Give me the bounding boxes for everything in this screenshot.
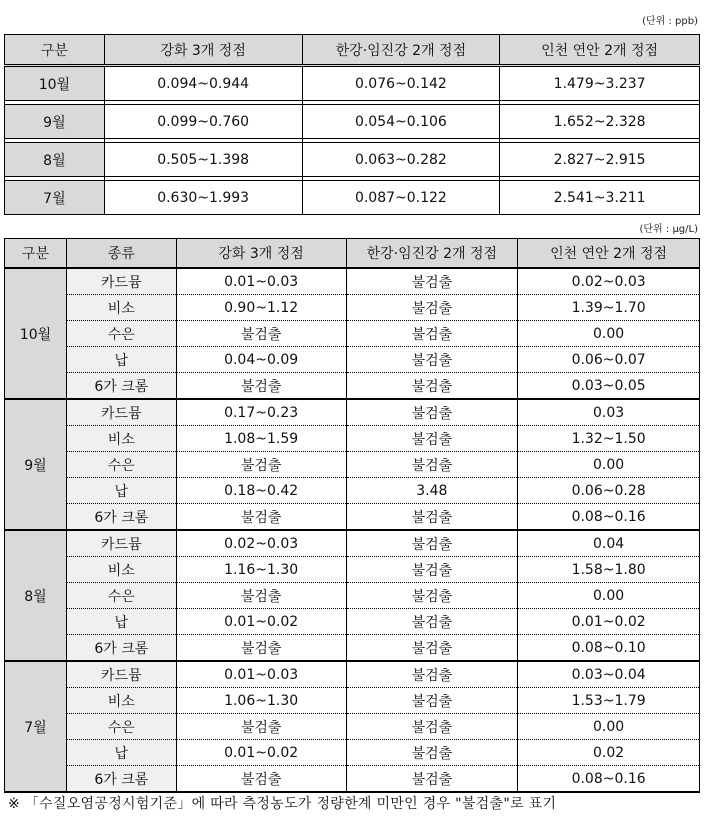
table2-value-cell: 불검출 [176,373,346,400]
table2-value-cell: 0.02~0.03 [518,268,700,295]
table2-row [5,635,700,662]
table1-row [5,105,700,139]
table1-value-cell: 0.505~1.398 [104,143,302,177]
table1-value-cell: 2.827~2.915 [500,143,700,177]
table1-header-incheon: 인천 연안 2개 정점 [500,35,700,66]
table2-kind-cell: 비소 [66,557,176,583]
table2-value-cell: 1.53~1.79 [518,688,700,714]
table2-value-cell: 3.48 [346,478,518,504]
table2-row [5,766,700,793]
table2-value-cell: 불검출 [346,452,518,478]
table1-header-ganghwa: 강화 3개 정점 [104,35,302,66]
table1-value-cell: 0.054~0.106 [302,105,500,139]
table2-header-row [5,239,700,269]
table1-header-hangang: 한강·임진강 2개 정점 [302,35,500,66]
table2-value-cell: 불검출 [346,399,518,426]
table2-row [5,530,700,557]
table2-kind-cell: 납 [66,609,176,635]
table2-value-cell: 불검출 [346,373,518,400]
table2-kind-cell: 6가 크롬 [66,766,176,793]
ppb-concentration-table [4,34,700,215]
table2-month-label: 8월 [5,530,67,661]
table2-row [5,583,700,609]
table2-value-cell: 0.00 [518,714,700,740]
table2-row [5,478,700,504]
table2-header-hangang: 한강·임진강 2개 정점 [346,239,518,269]
table2-row [5,688,700,714]
table2-value-cell: 불검출 [346,504,518,531]
table2-kind-cell: 납 [66,740,176,766]
table2-value-cell: 불검출 [346,661,518,688]
table1-month-label: 9월 [5,105,105,139]
table1-value-cell: 0.076~0.142 [302,66,500,101]
table2-row [5,740,700,766]
table2-value-cell: 0.02~0.03 [176,530,346,557]
table2-value-cell: 불검출 [176,766,346,793]
table1-header-row [5,35,700,66]
table2-month-label: 7월 [5,661,67,792]
table2-value-cell: 불검출 [346,268,518,295]
table2-row [5,557,700,583]
table2-kind-cell: 6가 크롬 [66,635,176,662]
table2-kind-cell: 수은 [66,452,176,478]
table2-value-cell: 0.03 [518,399,700,426]
table2-value-cell: 0.17~0.23 [176,399,346,426]
table2-value-cell: 0.01~0.03 [176,661,346,688]
table1-row [5,143,700,177]
table2-row [5,661,700,688]
table2-value-cell: 0.08~0.10 [518,635,700,662]
table2-kind-cell: 수은 [66,714,176,740]
table2-value-cell: 불검출 [346,714,518,740]
table1-month-label: 7월 [5,181,105,215]
table2-value-cell: 0.03~0.04 [518,661,700,688]
table2-value-cell: 불검출 [176,714,346,740]
table2-row [5,295,700,321]
table2-month-label: 9월 [5,399,67,530]
table2-header-incheon: 인천 연안 2개 정점 [518,239,700,269]
table2-value-cell: 불검출 [346,609,518,635]
table2-value-cell: 0.06~0.28 [518,478,700,504]
table1-month-label: 8월 [5,143,105,177]
table2-kind-cell: 납 [66,347,176,373]
table2-kind-cell: 비소 [66,688,176,714]
table2-value-cell: 0.08~0.16 [518,766,700,793]
table2-kind-cell: 수은 [66,321,176,347]
table2-kind-cell: 카드뮴 [66,268,176,295]
table1-value-cell: 0.094~0.944 [104,66,302,101]
table2-value-cell: 0.01~0.02 [176,609,346,635]
table2-value-cell: 0.00 [518,321,700,347]
table2-unit-label: (단위 : μg/L) [639,224,698,235]
table2-value-cell: 0.04~0.09 [176,347,346,373]
table2-row [5,268,700,295]
table2-row [5,504,700,531]
table2-kind-cell: 납 [66,478,176,504]
table2-value-cell: 1.16~1.30 [176,557,346,583]
table2-kind-cell: 비소 [66,295,176,321]
table2-value-cell: 불검출 [346,295,518,321]
table1-value-cell: 1.652~2.328 [500,105,700,139]
table2-value-cell: 0.01~0.03 [176,268,346,295]
table2-value-cell: 0.02 [518,740,700,766]
table2-header-category: 구분 [5,239,67,269]
table2-value-cell: 1.58~1.80 [518,557,700,583]
table2-row [5,609,700,635]
table2-kind-cell: 카드뮴 [66,661,176,688]
table2-kind-cell: 수은 [66,583,176,609]
table2-header-ganghwa: 강화 3개 정점 [176,239,346,269]
table1-row [5,66,700,101]
table2-value-cell: 0.01~0.02 [518,609,700,635]
footnote: ※ 「수질오염공정시험기준」에 따라 측정농도가 정량한계 미만인 경우 "불검출"로 표기 [8,796,557,812]
table2-value-cell: 불검출 [346,426,518,452]
table2-header-kind: 종류 [66,239,176,269]
table2-kind-cell: 6가 크롬 [66,373,176,400]
table2-row [5,399,700,426]
table2-row [5,373,700,400]
heavy-metal-table [4,238,700,793]
table2-value-cell: 불검출 [346,635,518,662]
table2-row [5,714,700,740]
table2-value-cell: 0.06~0.07 [518,347,700,373]
table2-row [5,321,700,347]
table1-body [5,66,700,215]
table2-kind-cell: 카드뮴 [66,399,176,426]
table2-value-cell: 불검출 [176,452,346,478]
table1-value-cell: 0.063~0.282 [302,143,500,177]
table2-row [5,426,700,452]
table2-value-cell: 0.00 [518,583,700,609]
table2-value-cell: 불검출 [176,583,346,609]
table2-value-cell: 불검출 [346,583,518,609]
table2-value-cell: 0.03~0.05 [518,373,700,400]
table2-kind-cell: 6가 크롬 [66,504,176,531]
table2-value-cell: 1.39~1.70 [518,295,700,321]
table1-value-cell: 1.479~3.237 [500,66,700,101]
table2-kind-cell: 카드뮴 [66,530,176,557]
table1-unit-label: (단위 : ppb) [642,16,698,27]
table2-value-cell: 불검출 [346,740,518,766]
table2-value-cell: 0.08~0.16 [518,504,700,531]
table2-value-cell: 1.32~1.50 [518,426,700,452]
table1-value-cell: 0.630~1.993 [104,181,302,215]
table2-value-cell: 불검출 [346,347,518,373]
table1-month-label: 10월 [5,66,105,101]
table2-row [5,452,700,478]
table1-value-cell: 2.541~3.211 [500,181,700,215]
table2-value-cell: 0.00 [518,452,700,478]
table2-value-cell: 불검출 [346,321,518,347]
table2-value-cell: 불검출 [176,321,346,347]
table2-month-label: 10월 [5,268,67,399]
table2-body [5,268,700,792]
table2-value-cell: 1.08~1.59 [176,426,346,452]
table2-value-cell: 0.04 [518,530,700,557]
table1-value-cell: 0.099~0.760 [104,105,302,139]
table2-value-cell: 불검출 [346,766,518,793]
table2-value-cell: 0.01~0.02 [176,740,346,766]
table2-value-cell: 불검출 [176,504,346,531]
table2-value-cell: 불검출 [346,530,518,557]
table1-row [5,181,700,215]
table2-value-cell: 불검출 [346,688,518,714]
table2-kind-cell: 비소 [66,426,176,452]
table2-value-cell: 0.18~0.42 [176,478,346,504]
table1-header-category: 구분 [5,35,105,66]
table2-value-cell: 1.06~1.30 [176,688,346,714]
table2-row [5,347,700,373]
table2-value-cell: 불검출 [346,557,518,583]
table1-value-cell: 0.087~0.122 [302,181,500,215]
table2-value-cell: 0.90~1.12 [176,295,346,321]
table2-value-cell: 불검출 [176,635,346,662]
